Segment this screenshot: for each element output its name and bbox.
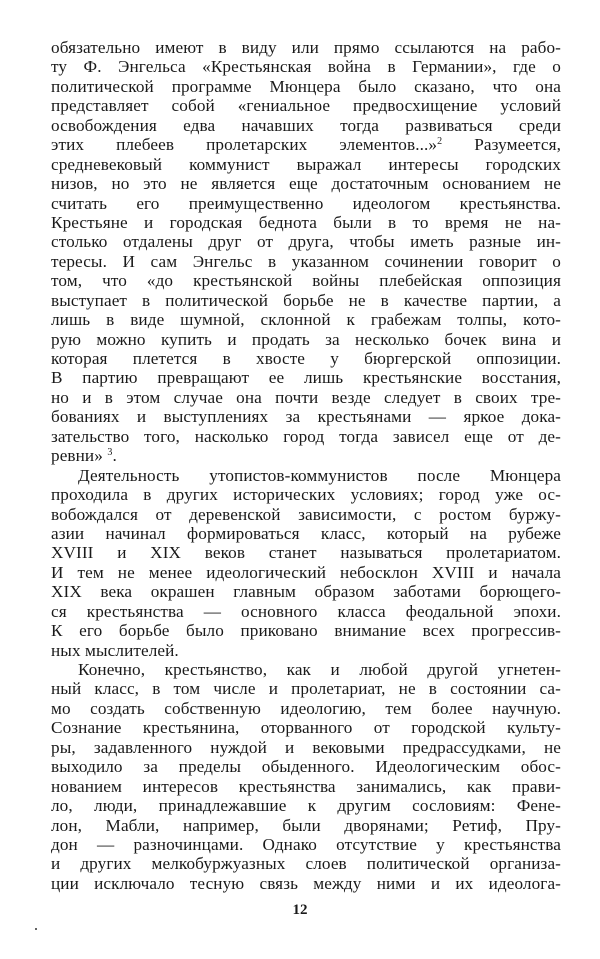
text-line: дон — разночинцами. Однако отсутствие у крестьянства [51,834,561,854]
text-line: выходило за пределы обыденного. Идеологическим обос- [51,757,561,777]
text-line: Деятельность утопистов-коммунистов после Мюнцера [78,465,561,485]
text-segment: . [112,446,117,466]
text-line: ции исключало тесную связь между ними и их идеолога- [51,873,561,893]
text-line: ся крестьянства — основного класса феодальной эпохи. [51,601,561,621]
text-line: но и в этом случае она почти везде следует в своих тре- [51,387,561,407]
text-line: вобождался от деревенской зависимости, с ростом буржу- [51,504,561,524]
text-line: политической программе Мюнцера было сказано, что она [51,76,561,96]
text-line-with-footnote [51,446,561,465]
text-line: XVIII и XIX веков станет называться пролетариатом. [51,543,561,563]
text-line: зательство того, насколько город тогда зависел еще от де- [51,426,561,446]
text-line: рую можно купить и продать за несколько бочек вина и [51,329,561,349]
text-line: ный класс, в том числе и пролетариат, не в состоянии са- [51,679,561,699]
text-segment: этих плебеев пролетарских элементов...» [51,135,438,155]
footnote-ref-2: 2 [437,136,443,148]
scan-speck [35,928,37,930]
text-line: ных мыслителей. [51,640,179,660]
text-line: и других мелкобуржуазных слоев политической организа- [51,854,561,874]
text-line: низов, но это не является еще достаточным основанием не [51,174,561,194]
text-line: обязательно имеют в виду или прямо ссылаются на рабо- [51,38,561,57]
text-line: лишь в виде шумной, склонной к грабежам толпы, кото- [51,310,561,330]
text-line: нованием интересов крестьянства занимались, как прави- [51,776,561,796]
text-line: тересы. И сам Энгельс в указанном сочинении говорит о [51,251,561,271]
footnote-ref-3: 3 [107,447,113,459]
page-body [51,38,561,893]
text-line: проходила в других исторических условиях; город уже ос- [51,485,561,505]
text-line: ло, люди, принадлежавшие к другим сословиям: Фене- [51,796,561,816]
text-line: выступает в политической борьбе не в качестве партии, а [51,290,561,310]
text-segment: Разумеется, [474,135,561,155]
paragraph-3 [51,660,561,893]
text-line: мо создать собственную идеологию, тем более научную. [51,698,561,718]
text-line: Конечно, крестьянство, как и любой другой угнетен- [78,660,561,679]
text-line: которая плетется в хвосте у бюргерской оппозиции. [51,349,561,368]
text-segment: ревни» [51,446,103,466]
text-line: ту Ф. Энгельса «Крестьянская война в Германии», где о [51,57,561,77]
text-line: столько отдалены друг от друга, чтобы иметь разные ин- [51,232,561,252]
text-line-with-footnote [51,135,561,154]
text-line: бованиях и выступлениях за крестьянами — яркое дока- [51,407,561,427]
text-line: XIX века окрашен главным образом заботами борющего- [51,582,561,602]
text-line: И тем не менее идеологический небосклон XVIII и начала [51,562,561,582]
paragraph-2 [51,466,561,660]
text-line: средневековый коммунист выражал интересы городских [51,154,561,174]
text-line: Сознание крестьянина, оторванного от городской культу- [51,718,561,738]
text-line: Крестьяне и городская беднота были в то время не на- [51,212,561,232]
text-line: ры, задавленного нуждой и вековыми предрассудками, не [51,737,561,757]
text-line: В партию превращают ее лишь крестьянские восстания, [51,368,561,388]
text-line: представляет собой «гениальное предвосхищение условий [51,96,561,116]
text-line: том, что «до крестьянской войны плебейская оппозиция [51,271,561,291]
text-line: освобождения едва начавших тогда развиваться среди [51,115,561,135]
text-line: считать его преимущественно идеологом крестьянства. [51,193,561,213]
page-number: 12 [292,902,308,918]
text-line: азии начинал формироваться класс, который на рубеже [51,523,561,543]
text-line: лон, Мабли, например, были дворянами; Ретиф, Пру- [51,815,561,835]
paragraph-1 [51,38,561,466]
text-line: К его борьбе было приковано внимание всех прогрессив- [51,621,561,641]
